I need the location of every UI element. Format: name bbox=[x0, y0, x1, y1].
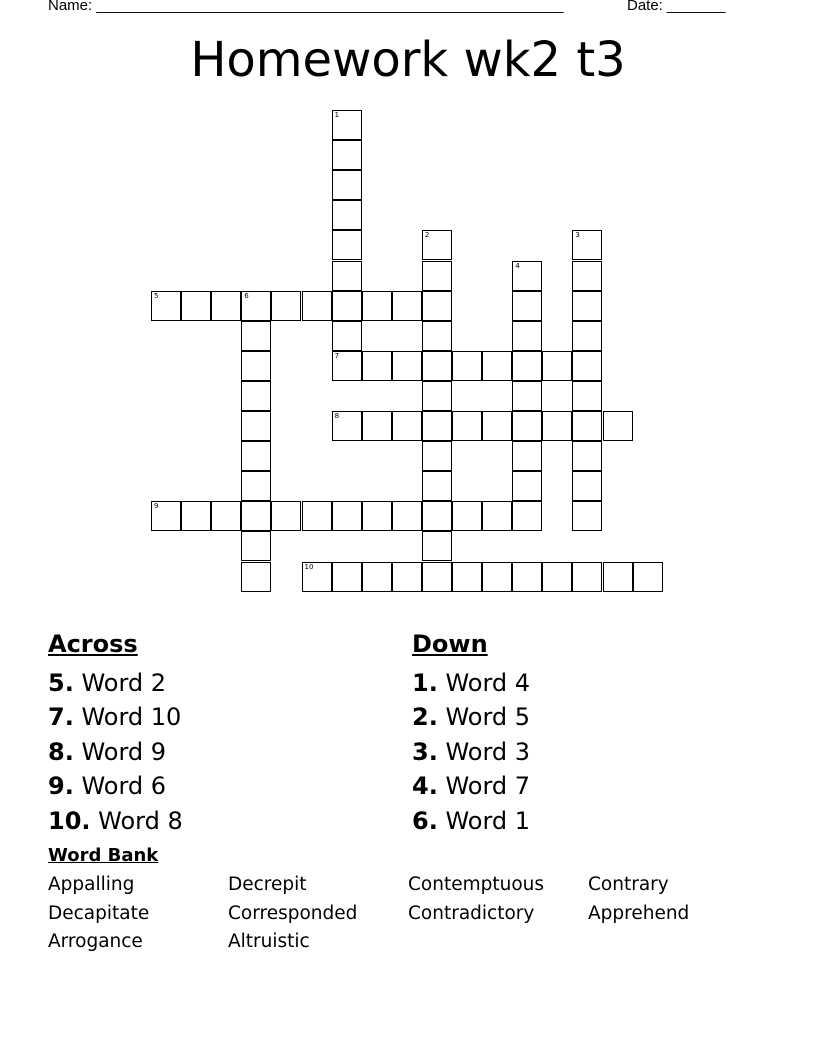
word-bank-item: Contradictory bbox=[408, 902, 535, 924]
crossword-cell[interactable] bbox=[332, 562, 362, 592]
across-clue bbox=[48, 700, 183, 734]
crossword-cell[interactable] bbox=[271, 501, 301, 531]
crossword-cell[interactable] bbox=[452, 351, 482, 381]
word-bank-list bbox=[48, 871, 768, 957]
crossword-cell[interactable] bbox=[302, 291, 332, 321]
word-bank-item: Arrogance bbox=[48, 931, 143, 952]
crossword-cell[interactable] bbox=[422, 230, 452, 260]
word-bank-item: Corresponded bbox=[228, 902, 358, 924]
word-bank-item: Altruistic bbox=[228, 931, 310, 952]
clue-text: Word 3 bbox=[445, 737, 531, 766]
across-heading: Across bbox=[48, 630, 138, 658]
crossword-cell[interactable] bbox=[452, 411, 482, 441]
crossword-cell[interactable] bbox=[572, 411, 602, 441]
crossword-cell[interactable] bbox=[302, 562, 332, 592]
crossword-cell[interactable] bbox=[332, 140, 362, 170]
crossword-cell[interactable] bbox=[241, 471, 271, 501]
clue-number: 3. bbox=[412, 737, 438, 766]
cell-clue-number: 2 bbox=[424, 231, 430, 240]
word-bank-item: Contemptuous bbox=[408, 874, 545, 895]
cell-clue-number: 7 bbox=[334, 351, 340, 360]
crossword-cell[interactable] bbox=[422, 261, 452, 291]
word-bank-item: Contrary bbox=[588, 874, 669, 895]
crossword-cell[interactable] bbox=[332, 170, 362, 200]
clue-number: 9. bbox=[48, 772, 74, 801]
crossword-cell[interactable] bbox=[362, 411, 392, 441]
crossword-cell[interactable] bbox=[422, 531, 452, 561]
across-clue-list bbox=[48, 666, 183, 838]
clue-text: Word 10 bbox=[81, 703, 182, 732]
crossword-cell[interactable] bbox=[332, 291, 362, 321]
down-clue bbox=[412, 666, 530, 700]
clue-text: Word 2 bbox=[81, 669, 167, 697]
crossword-cell[interactable] bbox=[241, 411, 271, 441]
down-clue bbox=[412, 804, 530, 838]
crossword-cell[interactable] bbox=[512, 261, 542, 291]
crossword-cell[interactable] bbox=[572, 471, 602, 501]
clue-text: Word 1 bbox=[445, 806, 531, 835]
crossword-cell[interactable] bbox=[241, 381, 271, 411]
crossword-cell[interactable] bbox=[241, 351, 271, 381]
crossword-cell[interactable] bbox=[572, 351, 602, 381]
word-bank-item: Decapitate bbox=[48, 902, 150, 924]
crossword-cell[interactable] bbox=[362, 351, 392, 381]
crossword-cell[interactable] bbox=[241, 501, 271, 531]
cell-clue-number: 3 bbox=[575, 231, 580, 240]
crossword-cell[interactable] bbox=[512, 562, 542, 592]
crossword-cell[interactable] bbox=[482, 411, 512, 441]
crossword-cell[interactable] bbox=[512, 501, 542, 531]
down-clue bbox=[412, 735, 530, 769]
crossword-cell[interactable] bbox=[211, 501, 241, 531]
word-bank-item: Apprehend bbox=[588, 902, 690, 924]
crossword-cell[interactable] bbox=[422, 562, 452, 592]
down-clue-list bbox=[412, 666, 530, 838]
crossword-cell[interactable] bbox=[181, 501, 211, 531]
crossword-cell[interactable] bbox=[392, 411, 422, 441]
crossword-cell[interactable] bbox=[332, 351, 362, 381]
across-clue bbox=[48, 804, 183, 838]
clue-text: Word 4 bbox=[445, 669, 531, 697]
crossword-cell[interactable] bbox=[392, 562, 422, 592]
word-bank-item: Appalling bbox=[48, 874, 135, 895]
crossword-cell[interactable] bbox=[332, 110, 362, 140]
crossword-cell[interactable] bbox=[512, 411, 542, 441]
crossword-cell[interactable] bbox=[603, 411, 633, 441]
crossword-cell[interactable] bbox=[422, 501, 452, 531]
crossword-cell[interactable] bbox=[271, 291, 301, 321]
clue-text: Word 8 bbox=[98, 806, 183, 835]
crossword-cell[interactable] bbox=[332, 411, 362, 441]
crossword-cell[interactable] bbox=[211, 291, 241, 321]
clue-number: 10. bbox=[48, 806, 91, 835]
crossword-cell[interactable] bbox=[392, 291, 422, 321]
crossword-cell[interactable] bbox=[332, 321, 362, 351]
clue-number: 6. bbox=[412, 806, 438, 835]
crossword-cell[interactable] bbox=[452, 501, 482, 531]
cell-clue-number: 10 bbox=[304, 562, 314, 571]
clue-number: 4. bbox=[412, 772, 438, 801]
crossword-cell[interactable] bbox=[422, 351, 452, 381]
crossword-cell[interactable] bbox=[422, 471, 452, 501]
date-field-label: Date: _______ bbox=[627, 0, 726, 14]
crossword-cell[interactable] bbox=[512, 381, 542, 411]
crossword-cell[interactable] bbox=[241, 291, 271, 321]
crossword-cell[interactable] bbox=[572, 261, 602, 291]
crossword-cell[interactable] bbox=[512, 351, 542, 381]
crossword-cell[interactable] bbox=[422, 381, 452, 411]
down-heading: Down bbox=[412, 630, 488, 658]
cell-clue-number: 6 bbox=[244, 291, 249, 300]
crossword-cell[interactable] bbox=[332, 230, 362, 260]
crossword-cell[interactable] bbox=[241, 321, 271, 351]
clue-number: 5. bbox=[48, 669, 74, 697]
crossword-cell[interactable] bbox=[482, 562, 512, 592]
crossword-cell[interactable] bbox=[633, 562, 663, 592]
crossword-cell[interactable] bbox=[422, 411, 452, 441]
cell-clue-number: 5 bbox=[154, 291, 159, 300]
cell-clue-number: 1 bbox=[334, 111, 340, 119]
crossword-cell[interactable] bbox=[422, 321, 452, 351]
clue-number: 2. bbox=[412, 703, 438, 732]
clue-number: 1. bbox=[412, 669, 438, 697]
clue-number: 8. bbox=[48, 737, 74, 766]
across-clue bbox=[48, 666, 183, 700]
clue-number: 7. bbox=[48, 703, 74, 732]
crossword-cell[interactable] bbox=[362, 562, 392, 592]
clue-text: Word 6 bbox=[81, 772, 167, 801]
crossword-cell[interactable] bbox=[572, 230, 602, 260]
word-bank-item: Decrepit bbox=[228, 874, 307, 895]
crossword-cell[interactable] bbox=[572, 441, 602, 471]
crossword-cell[interactable] bbox=[512, 321, 542, 351]
crossword-cell[interactable] bbox=[452, 562, 482, 592]
crossword-cell[interactable] bbox=[603, 562, 633, 592]
crossword-cell[interactable] bbox=[302, 501, 332, 531]
crossword-cell[interactable] bbox=[392, 351, 422, 381]
crossword-cell[interactable] bbox=[542, 562, 572, 592]
across-clue bbox=[48, 735, 183, 769]
word-bank-heading: Word Bank bbox=[48, 845, 159, 866]
crossword-cell[interactable] bbox=[512, 441, 542, 471]
crossword-cell[interactable] bbox=[241, 562, 271, 592]
crossword-cell[interactable] bbox=[422, 441, 452, 471]
crossword-cell[interactable] bbox=[512, 471, 542, 501]
crossword-cell[interactable] bbox=[572, 562, 602, 592]
puzzle-title: Homework wk2 t3 bbox=[190, 32, 626, 88]
clue-text: Word 7 bbox=[445, 772, 531, 801]
down-clue bbox=[412, 769, 530, 803]
crossword-cell[interactable] bbox=[542, 351, 572, 381]
crossword-cell[interactable] bbox=[482, 351, 512, 381]
cell-clue-number: 8 bbox=[334, 412, 340, 420]
crossword-cell[interactable] bbox=[572, 291, 602, 321]
crossword-cell[interactable] bbox=[362, 291, 392, 321]
crossword-cell[interactable] bbox=[332, 200, 362, 230]
clue-text: Word 9 bbox=[81, 737, 167, 766]
clue-text: Word 5 bbox=[445, 703, 531, 732]
crossword-cell[interactable] bbox=[392, 501, 422, 531]
crossword-cell[interactable] bbox=[512, 291, 542, 321]
crossword-cell[interactable] bbox=[422, 291, 452, 321]
crossword-cell[interactable] bbox=[332, 501, 362, 531]
crossword-cell[interactable] bbox=[241, 441, 271, 471]
name-field-label: Name: ________________________________________________________ bbox=[48, 0, 564, 14]
crossword-cell[interactable] bbox=[241, 531, 271, 561]
crossword-cell[interactable] bbox=[572, 321, 602, 351]
down-clue bbox=[412, 700, 530, 734]
crossword-cell[interactable] bbox=[482, 501, 512, 531]
crossword-cell[interactable] bbox=[181, 291, 211, 321]
crossword-cell[interactable] bbox=[572, 501, 602, 531]
crossword-cell[interactable] bbox=[151, 501, 181, 531]
cell-clue-number: 9 bbox=[154, 502, 159, 511]
crossword-cell[interactable] bbox=[332, 261, 362, 291]
crossword-cell[interactable] bbox=[362, 501, 392, 531]
cell-clue-number: 4 bbox=[515, 261, 520, 270]
crossword-cell[interactable] bbox=[542, 411, 572, 441]
crossword-cell[interactable] bbox=[151, 291, 181, 321]
across-clue bbox=[48, 769, 183, 803]
crossword-cell[interactable] bbox=[572, 381, 602, 411]
